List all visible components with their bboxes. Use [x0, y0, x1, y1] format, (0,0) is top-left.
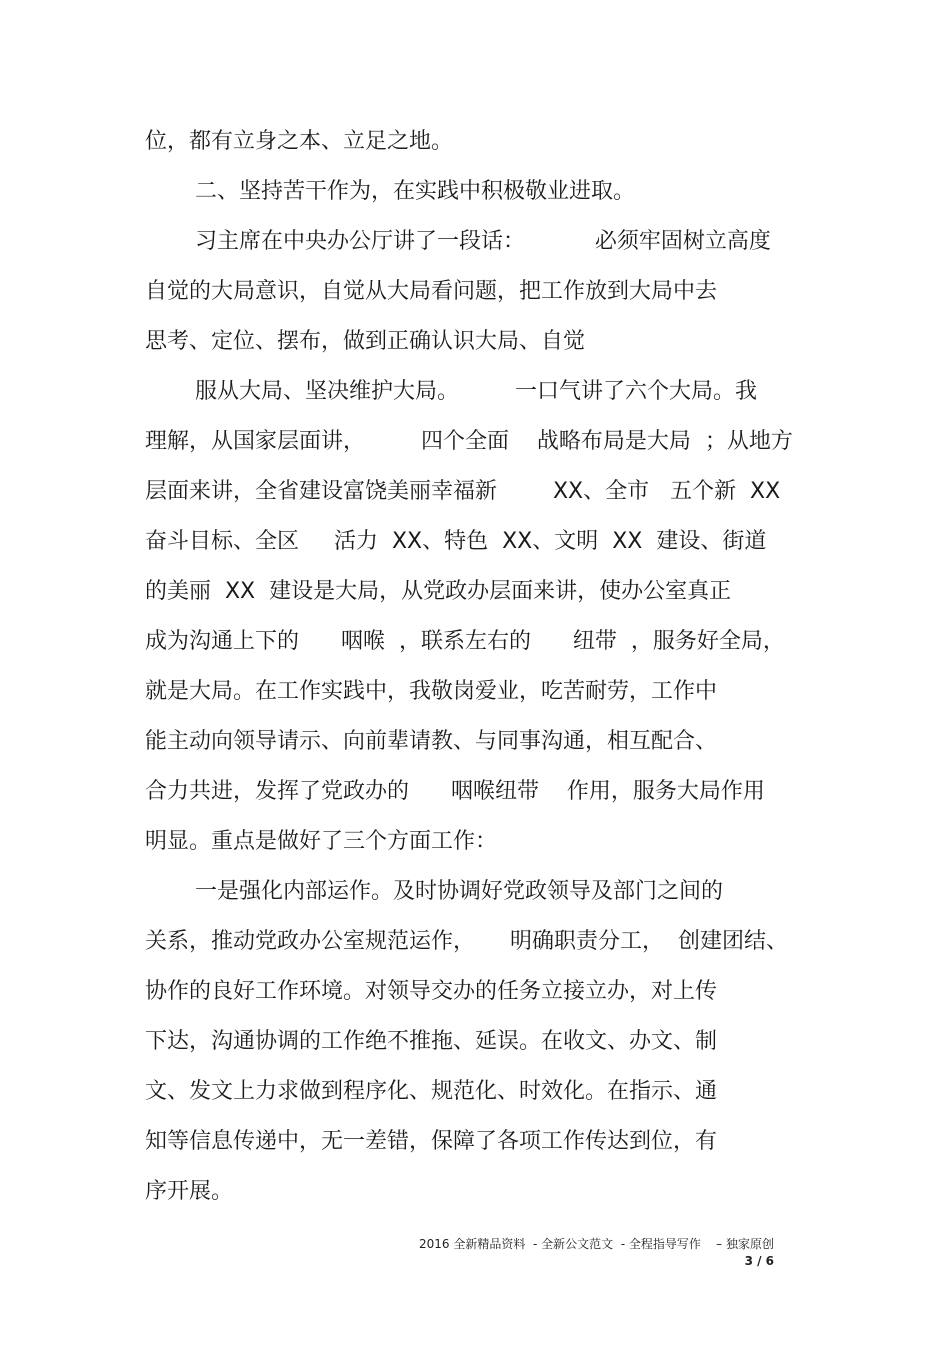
- body-line-22: 序开展。: [145, 1179, 234, 1204]
- body-line-14: 合力共进，发挥了党政办的 咽喉纽带 作用，服务大局作用: [145, 779, 765, 804]
- body-line-17: 关系，推动党政办公室规范运作， 明确职责分工， 创建团结、: [145, 929, 788, 954]
- body-line-18: 协作的良好工作环境。对领导交办的任务立接立办，对上传: [145, 979, 718, 1004]
- page-number: 3 / 6: [744, 1254, 774, 1268]
- body-line-7: 理解，从国家层面讲， 四个全面 战略布局是大局 ；从地方: [145, 429, 793, 454]
- body-line-9: 奋斗目标、全区 活力 XX、特色 XX、文明 XX 建设、街道: [145, 529, 767, 554]
- body-line-21: 知等信息传递中，无一差错，保障了各项工作传达到位，有: [145, 1129, 718, 1154]
- body-line-15: 明显。重点是做好了三个方面工作：: [145, 829, 498, 854]
- body-line-5: 思考、定位、摆布，做到正确认识大局、自觉: [145, 329, 586, 354]
- body-line-19: 下达，沟通协调的工作绝不推拖、延误。在收文、办文、制: [145, 1029, 718, 1054]
- body-line-12: 就是大局。在工作实践中，我敬岗爱业，吃苦耐劳，工作中: [145, 679, 718, 704]
- body-line-6: 服从大局、坚决维护大局。 一口气讲了六个大局。我: [195, 379, 757, 404]
- body-line-8: 层面来讲，全省建设富饶美丽幸福新 XX、全市 五个新 XX: [145, 479, 781, 504]
- body-line-16: 一是强化内部运作。及时协调好党政领导及部门之间的: [195, 879, 724, 904]
- body-line-4: 自觉的大局意识，自觉从大局看问题，把工作放到大局中去: [145, 279, 718, 304]
- body-line-20: 文、发文上力求做到程序化、规范化、时效化。在指示、通: [145, 1079, 718, 1104]
- section-heading-2: 二、坚持苦干作为，在实践中积极敬业进取。: [195, 179, 636, 204]
- body-line-11: 成为沟通上下的 咽喉 ，联系左右的 纽带 ，服务好全局，: [145, 629, 785, 654]
- body-line-10: 的美丽 XX 建设是大局，从党政办层面来讲，使办公室真正: [145, 579, 732, 604]
- body-line-1: 位，都有立身之本、立足之地。: [145, 129, 454, 154]
- footer-tagline: 2016 全新精品资料 - 全新公文范文 - 全程指导写作 – 独家原创: [419, 1237, 774, 1251]
- body-line-3: 习主席在中央办公厅讲了一段话： 必须牢固树立高度: [195, 229, 771, 254]
- body-line-13: 能主动向领导请示、向前辈请教、与同事沟通，相互配合、: [145, 729, 718, 754]
